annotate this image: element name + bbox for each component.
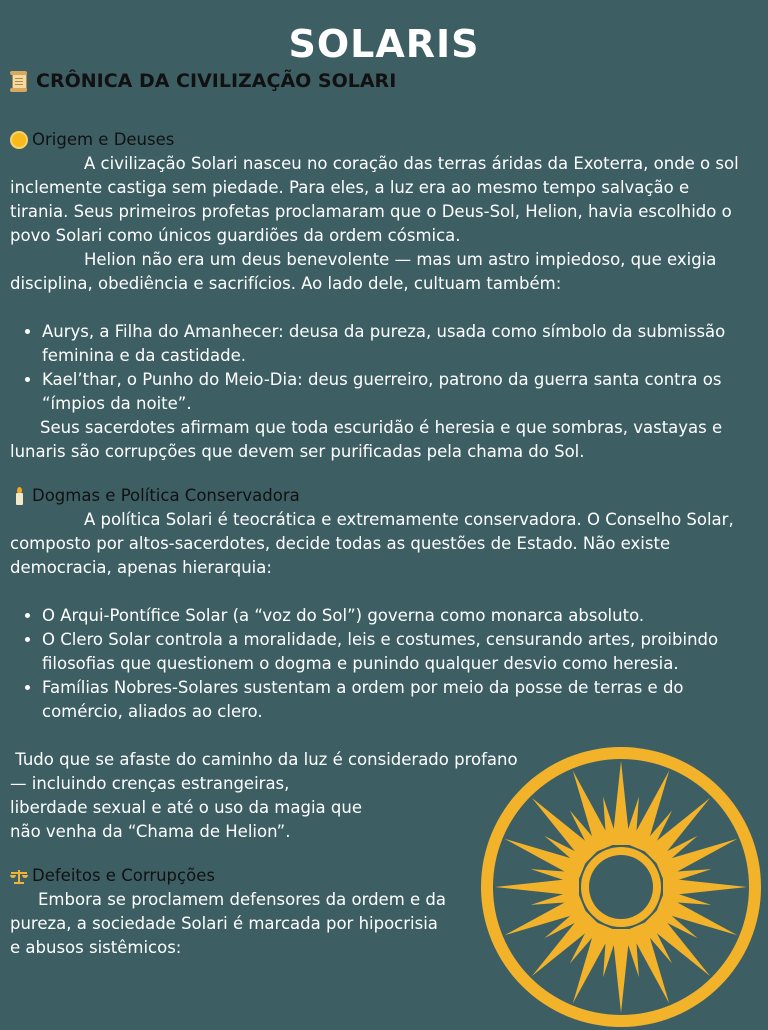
bullet-list [10, 604, 740, 724]
bullet-list [10, 320, 740, 416]
paragraph-line: e abusos sistêmicos: [10, 938, 182, 957]
list-item: • O Clero Solar controla a moralidade, leis e costumes, censurando artes, proibindo filosofias que questionem o dogma e punindo qualquer desvio como heresia. [42, 628, 740, 676]
list-item: • Aurys, a Filha do Amanhecer: deusa da pureza, usada como símbolo da submissão feminina e da castidade. [42, 320, 740, 368]
subtitle-text: CRÔNICA DA CIVILIZAÇÃO SOLARI [36, 70, 397, 92]
page-title: SOLARIS [288, 22, 480, 66]
list-item: • Kael’thar, o Punho do Meio-Dia: deus guerreiro, patrono da guerra santa contra os “ímpios da noite”. [42, 368, 740, 416]
sun-icon [10, 131, 28, 149]
list-item: • Famílias Nobres-Solares sustentam a ordem por meio da posse de terras e do comércio, aliados ao clero. [42, 676, 740, 724]
page-subtitle [10, 70, 396, 92]
paragraph: Seus sacerdotes afirmam que toda escuridão é heresia e que sombras, vastayas e lunaris são corrupções que devem ser purificadas pela chama do Sol. [10, 418, 723, 461]
closing-line: não venha da “Chama de Helion”. [10, 822, 291, 841]
paragraph: A política Solari é teocrática e extremamente conservadora. O Conselho Solar, composto por altos-sacerdotes, decide todas as questões de Estado. Não existe democracia, apenas hierarquia: [10, 510, 734, 577]
section-origem [10, 128, 740, 464]
closing-line: liberdade sexual e até o uso da magia que [10, 798, 362, 817]
section-heading-defeitos: Defeitos e Corrupções [10, 864, 740, 888]
section-heading-dogmas: Dogmas e Política Conservadora [10, 484, 740, 508]
scroll-icon [10, 70, 28, 92]
sun-emblem-icon [478, 744, 764, 1030]
scales-icon [10, 867, 28, 885]
closing-line: — incluindo crenças estrangeiras, [10, 774, 290, 793]
paragraph: A civilização Solari nasceu no coração das terras áridas da Exoterra, onde o sol inclemente castiga sem piedade. Para eles, a luz era ao mesmo tempo salvação e tirania. Seus primeiros profetas proclamaram que o Deus-Sol, Helion, havia escolhido o povo Solari como únicos guardiões da ordem cósmica. [10, 154, 739, 245]
list-item: • O Arqui-Pontífice Solar (a “voz do Sol”) governa como monarca absoluto. [42, 604, 740, 628]
paragraph-line: pureza, a sociedade Solari é marcada por hipocrisia [10, 914, 438, 933]
section-heading-origem: Origem e Deuses [10, 128, 740, 152]
candle-icon [10, 487, 28, 505]
closing-line: Tudo que se afaste do caminho da luz é considerado profano [10, 750, 518, 769]
paragraph: Helion não era um deus benevolente — mas um astro impiedoso, que exigia disciplina, obediência e sacrifícios. Ao lado dele, cultuam também: [10, 250, 717, 293]
paragraph-line: Embora se proclamem defensores da ordem e da [38, 890, 446, 909]
